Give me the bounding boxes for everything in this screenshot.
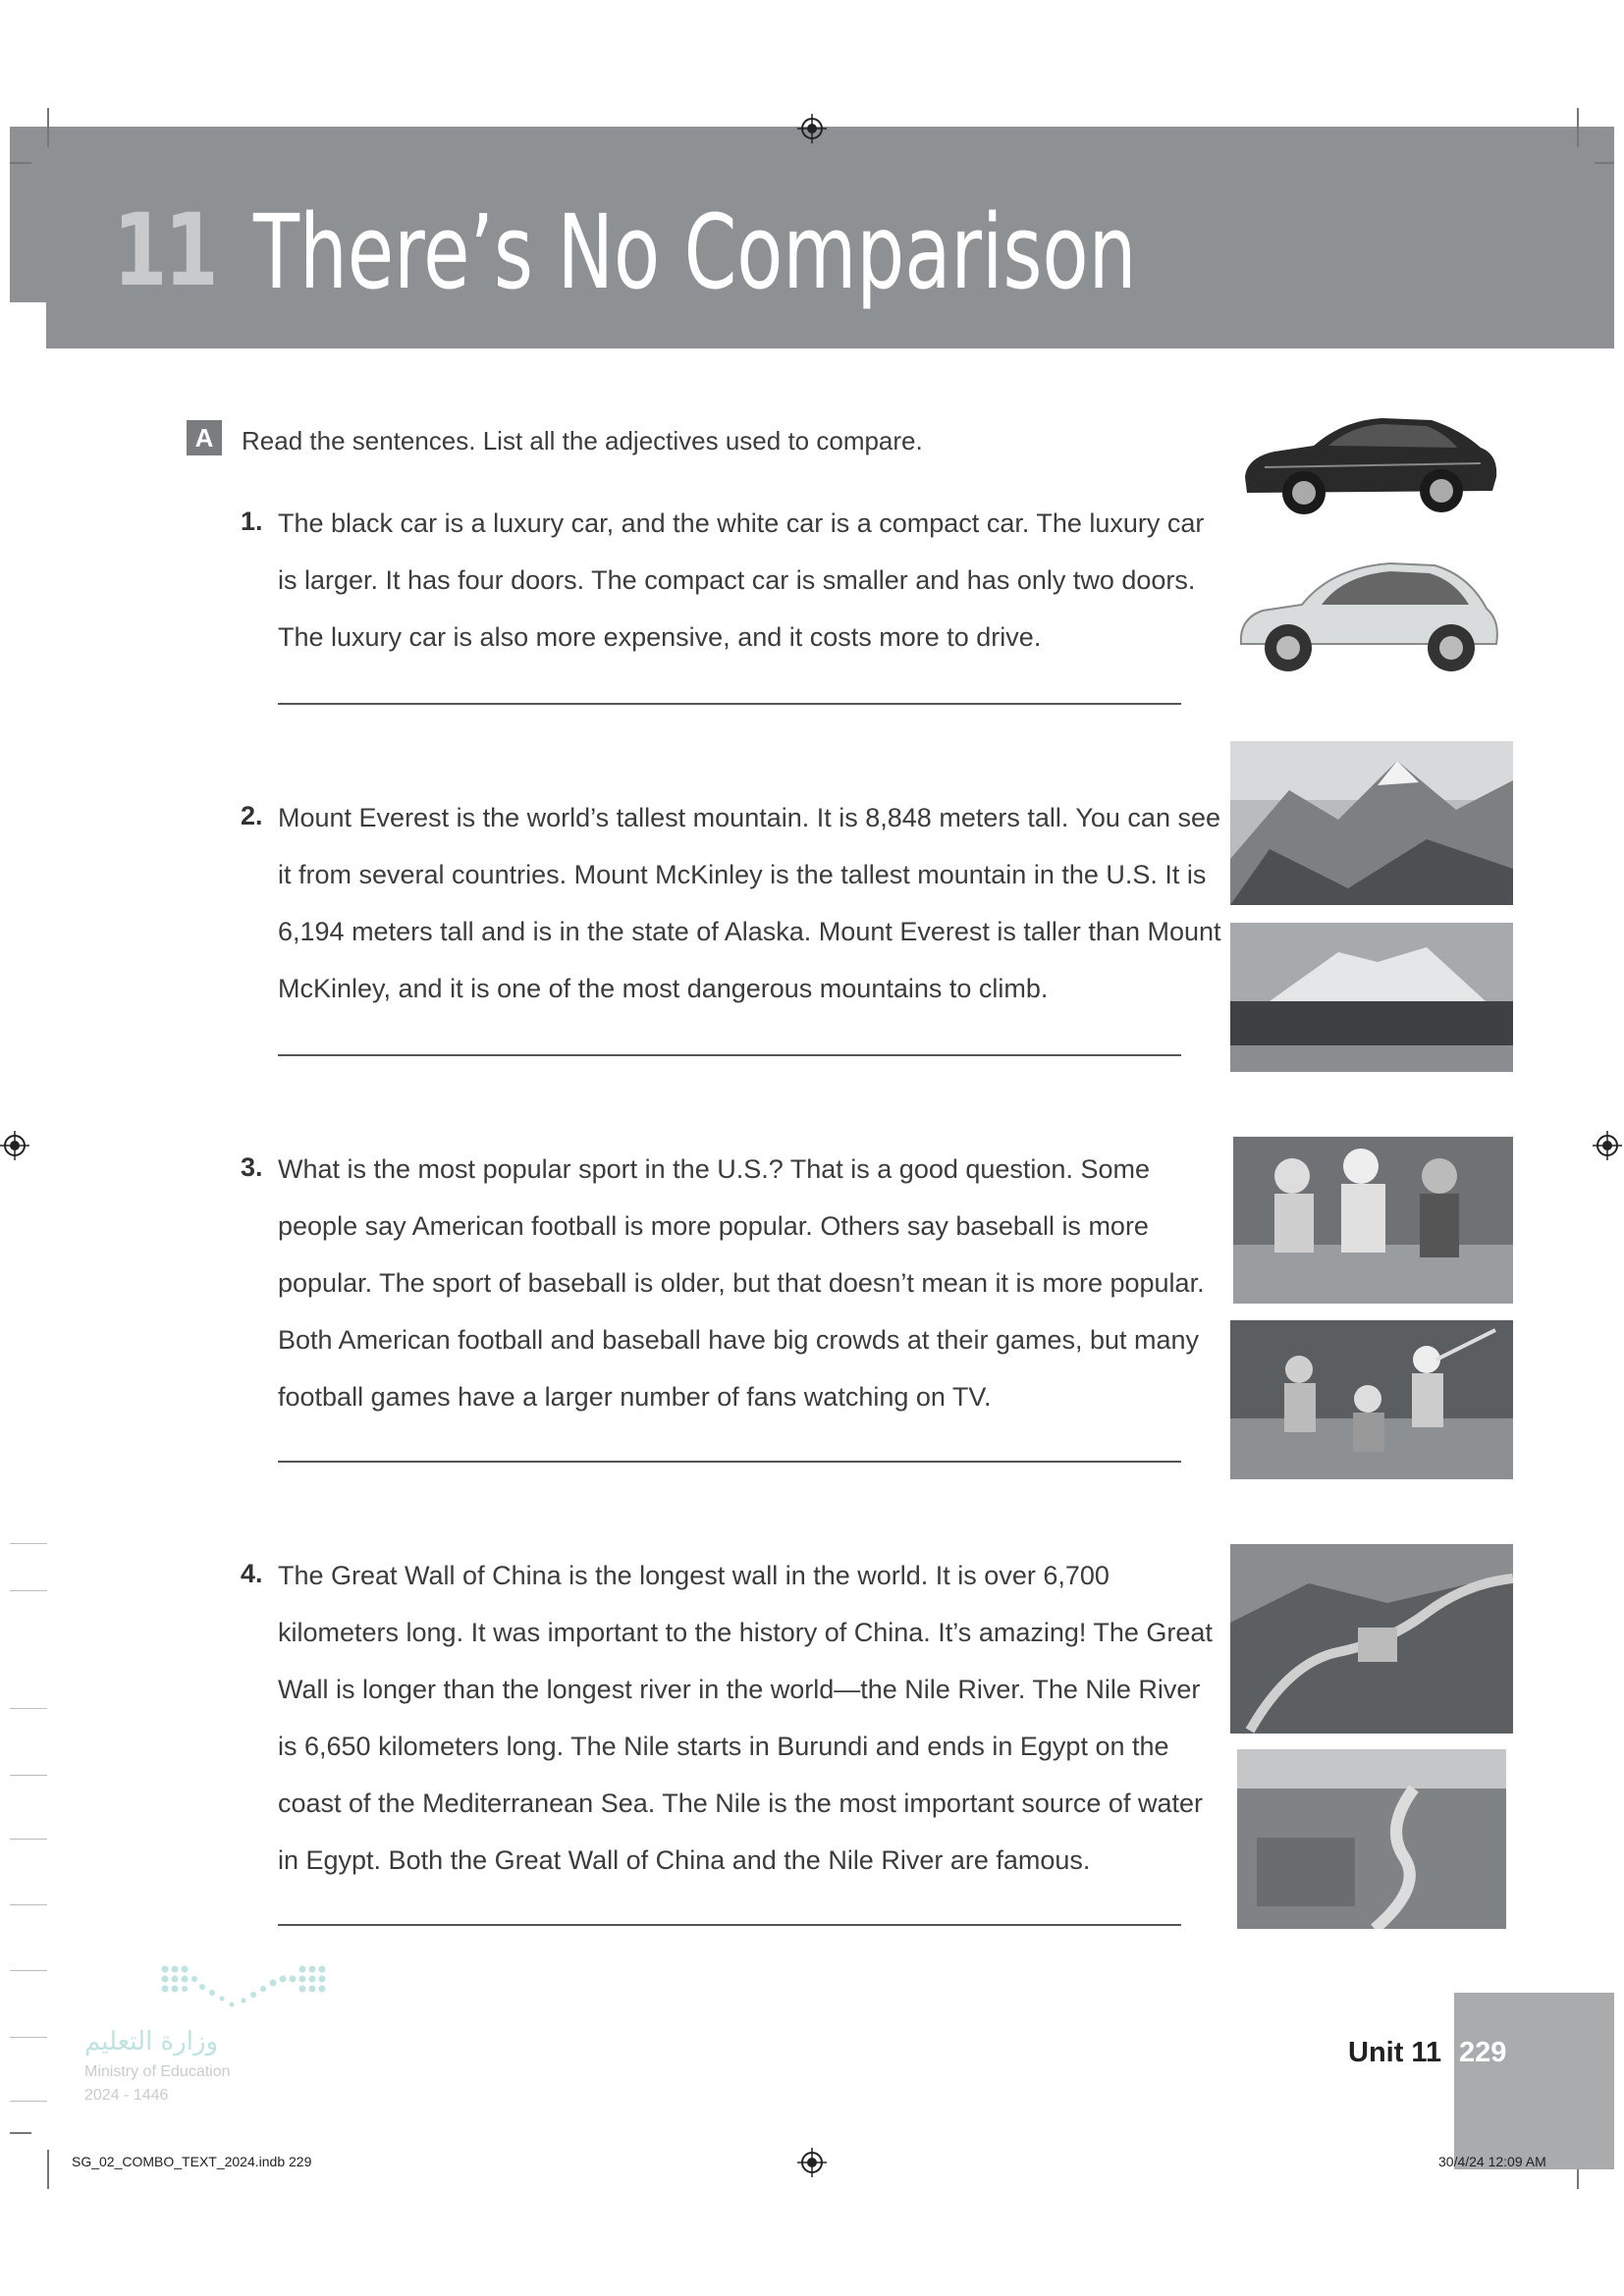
margin-tick <box>10 1543 47 1544</box>
item-number: 4. <box>241 1559 263 1588</box>
item-text <box>278 495 1260 666</box>
margin-tick <box>10 1775 47 1776</box>
text-line: it from several countries. Mount McKinley is the tallest mountain in the U.S. It is <box>278 860 1207 889</box>
crop-mark <box>47 2150 49 2189</box>
registration-mark-icon <box>797 114 827 143</box>
registration-mark-icon <box>1593 1131 1622 1160</box>
text-line: in Egypt. Both the Great Wall of China and the Nile River are famous. <box>278 1845 1091 1875</box>
answer-line[interactable] <box>278 1924 1181 1926</box>
baseball-photo <box>1230 1320 1513 1479</box>
text-line: football games have a larger number of fans watching on TV. <box>278 1382 992 1412</box>
american-football-photo <box>1233 1137 1513 1304</box>
text-line: is 6,650 kilometers long. The Nile starts in Burundi and ends in Egypt on the <box>278 1732 1169 1761</box>
unit-label: Unit 11 <box>1348 2037 1442 2068</box>
file-slug: SG_02_COMBO_TEXT_2024.indb 229 <box>72 2154 312 2169</box>
item-number: 2. <box>241 801 263 830</box>
registration-mark-icon <box>0 1131 29 1160</box>
text-line: Wall is longer than the longest river in the world—the Nile River. The Nile River <box>278 1675 1201 1704</box>
header-notch <box>10 302 46 348</box>
item-number: 1. <box>241 507 263 536</box>
white-compact-car-photo <box>1233 550 1502 677</box>
text-line: McKinley, and it is one of the most dangerous mountains to climb. <box>278 974 1049 1003</box>
date-slug: 30/4/24 12:09 AM <box>1438 2154 1546 2169</box>
margin-tick <box>10 1970 47 1971</box>
logo-english-text: Ministry of Education <box>84 2063 231 2080</box>
logo-year-text: 2024 - 1446 <box>84 2087 169 2104</box>
answer-line[interactable] <box>278 1461 1181 1463</box>
item-text <box>278 1547 1260 1889</box>
unit-title: There’s No Comparison <box>253 192 1137 312</box>
text-line: Mount Everest is the world’s tallest mountain. It is 8,848 meters tall. You can see <box>278 803 1221 832</box>
text-line: What is the most popular sport in the U.S.? That is a good question. Some <box>278 1154 1150 1184</box>
black-luxury-car-photo <box>1235 400 1502 526</box>
crop-mark <box>10 162 31 164</box>
logo-arabic-text: وزارة التعليم <box>84 2027 219 2056</box>
page-number: 229 <box>1459 2037 1507 2068</box>
unit-number: 11 <box>113 192 216 309</box>
text-line: The Great Wall of China is the longest wall in the world. It is over 6,700 <box>278 1561 1110 1590</box>
margin-tick <box>10 1708 47 1709</box>
text-line: popular. The sport of baseball is older, but that doesn’t mean it is more popular. <box>278 1268 1205 1298</box>
instruction-text: Read the sentences. List all the adjectives used to compare. <box>242 426 923 455</box>
ministry-logo-icon <box>157 1961 329 2015</box>
text-line: kilometers long. It was important to the history of China. It’s amazing! The Great <box>278 1618 1213 1647</box>
unit-box <box>1454 1993 1614 2169</box>
margin-tick <box>10 1839 47 1840</box>
crop-mark <box>47 108 49 147</box>
mount-mckinley-photo <box>1230 923 1513 1072</box>
answer-line[interactable] <box>278 1054 1181 1056</box>
registration-mark-icon <box>797 2148 827 2177</box>
great-wall-photo <box>1230 1544 1513 1734</box>
item-number: 3. <box>241 1152 263 1182</box>
margin-tick <box>10 1904 47 1905</box>
text-line: Both American football and baseball have big crowds at their games, but many <box>278 1325 1200 1355</box>
crop-mark <box>1595 162 1614 164</box>
mount-everest-photo <box>1230 741 1513 905</box>
text-line: The luxury car is also more expensive, and it costs more to drive. <box>278 622 1042 652</box>
answer-line[interactable] <box>278 703 1181 705</box>
margin-tick <box>10 2037 47 2038</box>
text-line: 6,194 meters tall and is in the state of Alaska. Mount Everest is taller than Mount <box>278 917 1221 946</box>
text-line: The black car is a luxury car, and the white car is a compact car. The luxury car <box>278 508 1205 538</box>
text-line: people say American football is more popular. Others say baseball is more <box>278 1211 1149 1241</box>
nile-river-photo <box>1237 1749 1506 1929</box>
crop-mark <box>1577 108 1579 147</box>
item-text <box>278 1141 1260 1425</box>
item-text <box>278 789 1260 1017</box>
text-line: is larger. It has four doors. The compact car is smaller and has only two doors. <box>278 565 1196 595</box>
margin-tick <box>10 1590 47 1591</box>
section-badge: A <box>187 420 222 455</box>
text-line: coast of the Mediterranean Sea. The Nile is the most important source of water <box>278 1789 1203 1818</box>
crop-mark <box>10 2132 31 2134</box>
margin-tick <box>10 2101 47 2102</box>
